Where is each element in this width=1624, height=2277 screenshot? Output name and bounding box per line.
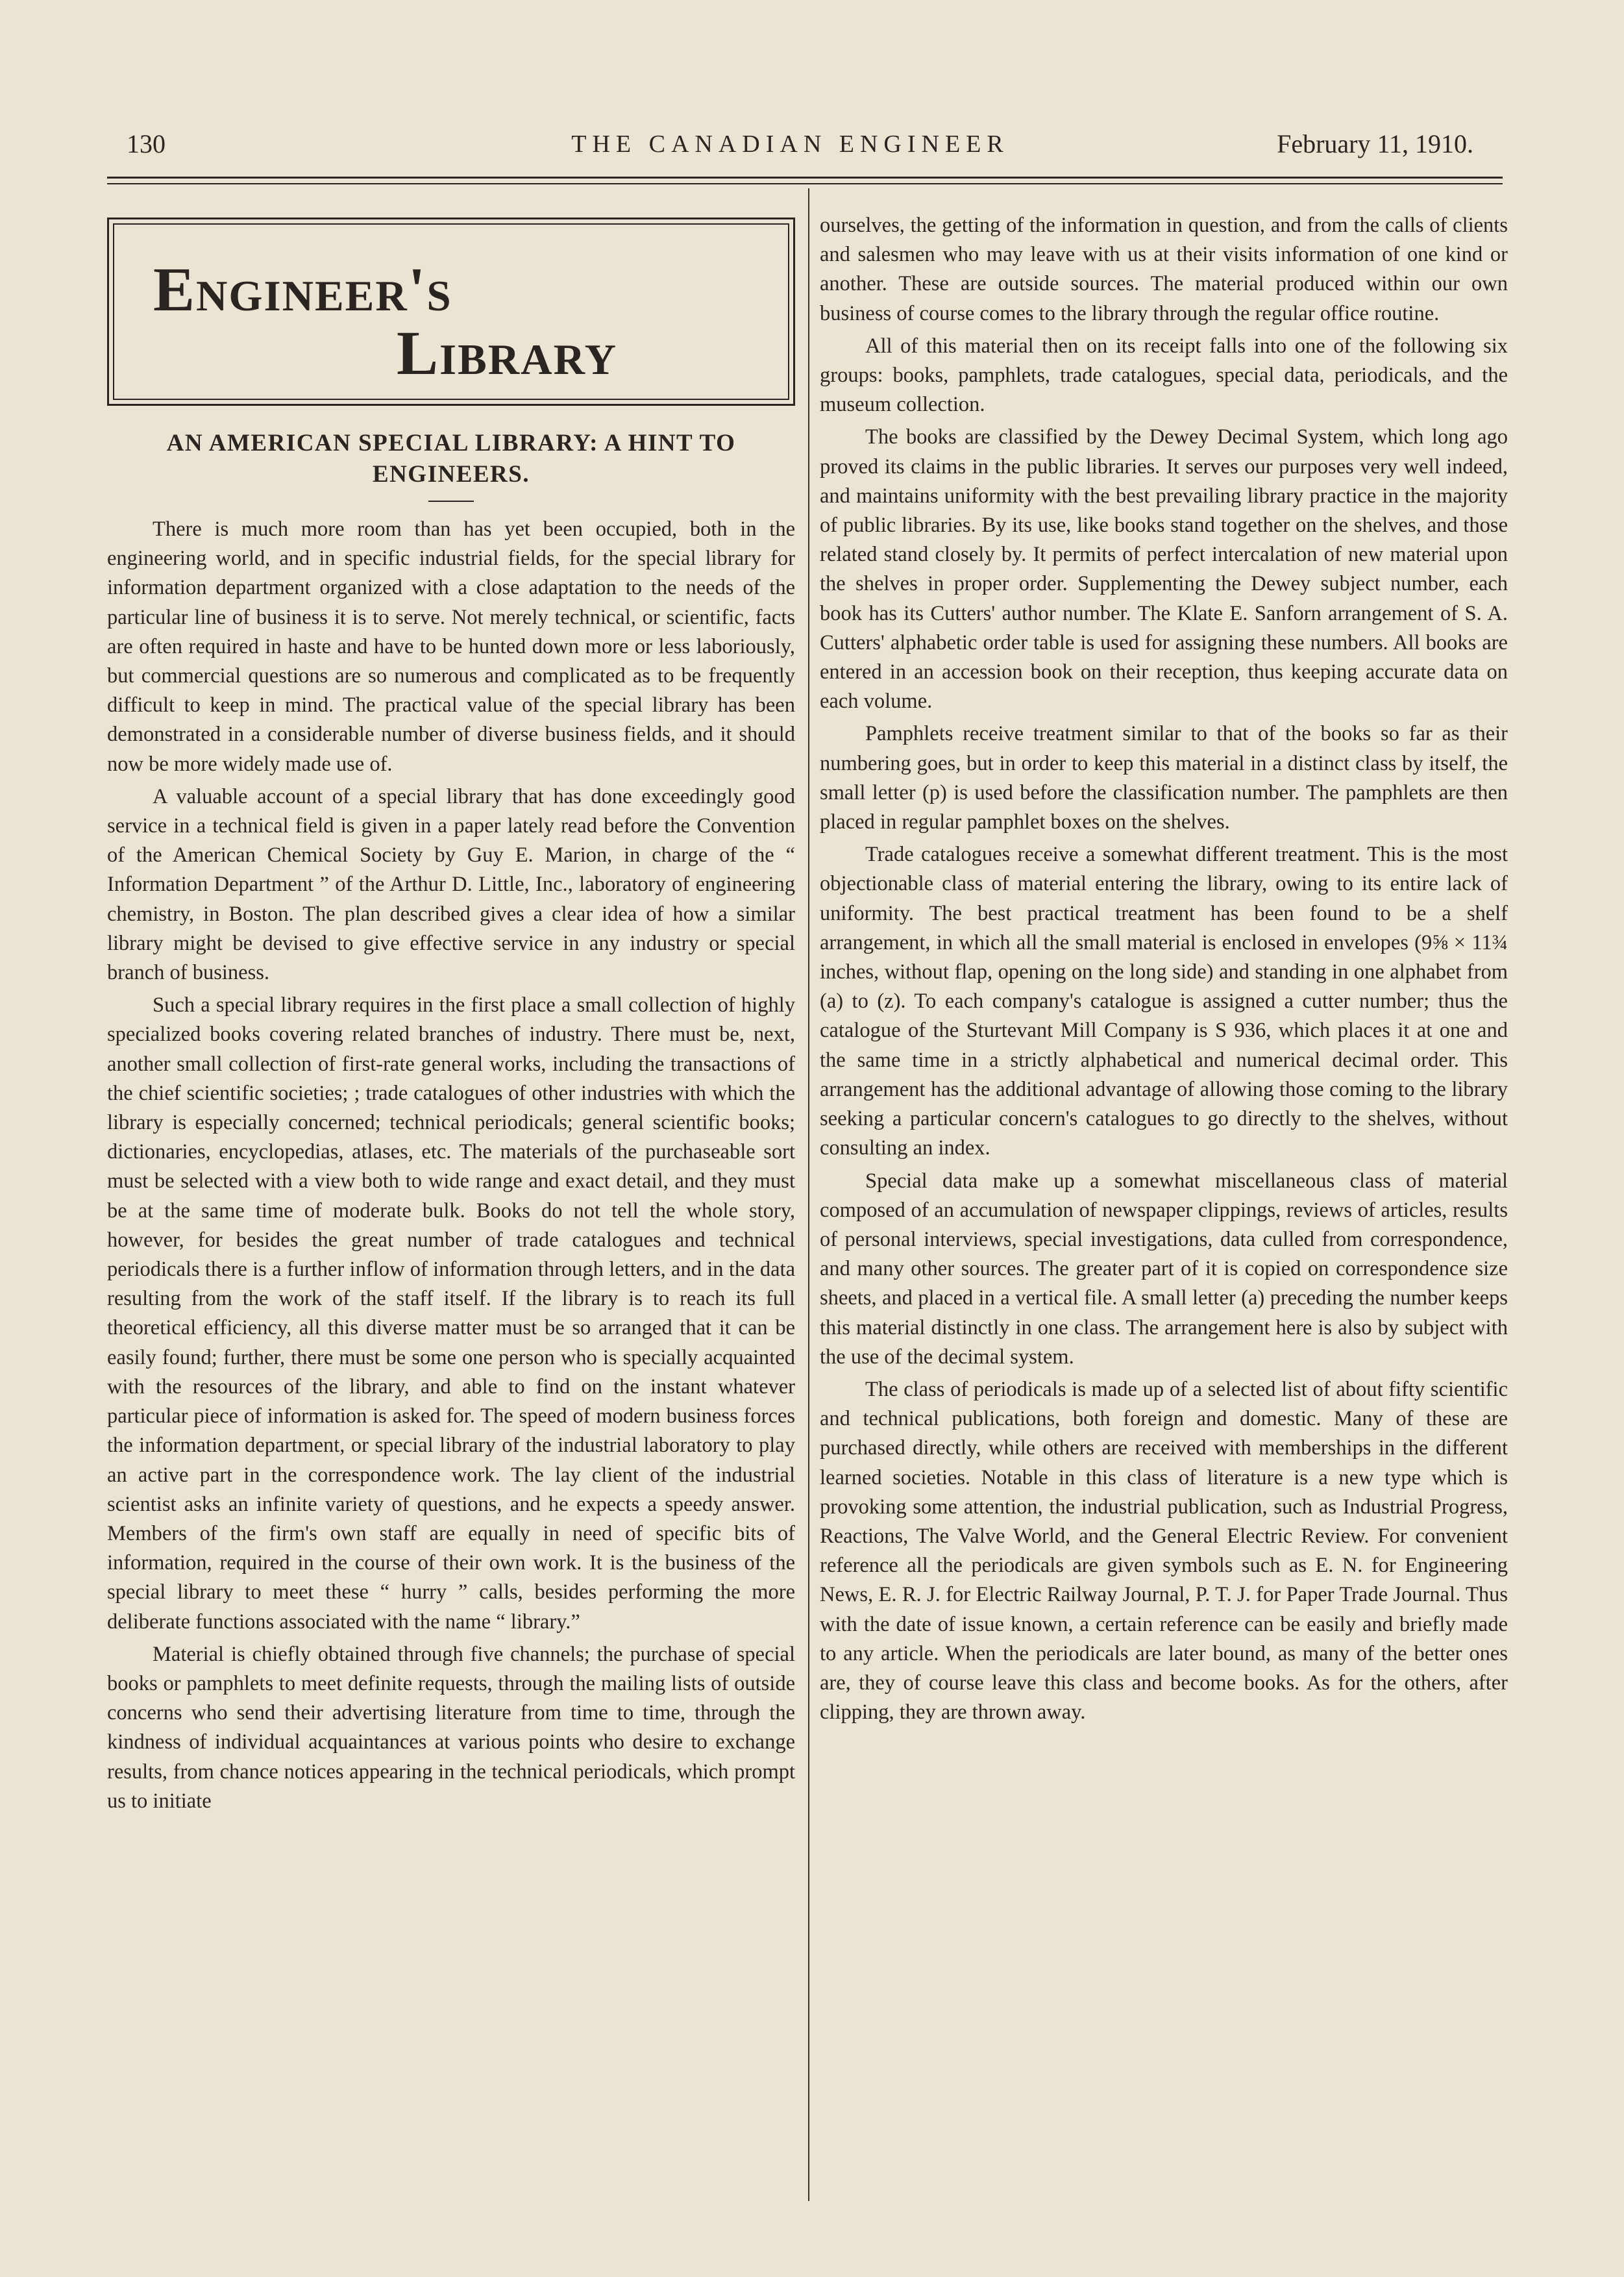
header-rule-top: [107, 177, 1503, 179]
paragraph: A valuable account of a special library that has done exceedingly good service in a technical field is given in a paper lately read before the Convention of the American Chemical Society by Guy E. Marion, in charge of the “ Information Department ” of the Arthur D. Little, Inc., laboratory of engineering chemistry, in Boston. The plan described gives a clear idea of how a similar library might be devised to give effective service in any industry or special branch of business.: [107, 784, 795, 985]
title-rule: [428, 501, 474, 502]
paragraph-continued: ourselves, the getting of the information in question, and from the calls of clients and salesmen who may leave with us at their visits information of one kind or another. These are outside sources. The material produced within our own business of course comes to the library through the regular office routine.: [820, 214, 1508, 325]
paragraph: Special data make up a somewhat miscellaneous class of material composed of an accumulation of newspaper clippings, reviews of articles, results of personal interviews, special investigations, data culled from correspondence, and many other sources. The greater part of it is copied on correspondence size sheets, and placed in a vertical file. A small letter (a) preceding the number keeps this material distinctly in one class. The arrangement here is also by subject with the use of the decimal system.: [820, 1169, 1508, 1369]
section-heading-box: [107, 218, 795, 406]
paragraph: Trade catalogues receive a somewhat different treatment. This is the most objectionable class of material entering the library, owing to its entire lack of uniformity. The best practical treatment has been found to be a shelf arrangement, in which all the small material is enclosed in envelopes (9⅝ × 11¾ inches, without flap, opening on the long side) and standing in one alphabet from (a) to (z). To each company's catalogue is assigned a cutter number; thus the catalogue of the Sturtevant Mill Company is S 936, which places it at one and the same time in a strictly alphabetical and numerical decimal order. This arrangement has the additional advantage of allowing those coming to the library seeking a particular concern's catalogues to go directly to the shelves, without consulting an index.: [820, 843, 1508, 1160]
journal-title: THE CANADIAN ENGINEER: [571, 131, 1009, 158]
section-heading-line-1: Engineer's: [153, 255, 452, 324]
paragraph: Such a special library requires in the first place a small collection of highly specialized books covering related branches of industry. There must be, next, another small collection of first-rate general works, including the transactions of the chief scientific societies; ; trade catalogues of other industries with which the library is especially concerned; technical periodicals; general scientific books; dictionaries, encyclopedias, atlases, etc. The materials of the purchaseable sort must be selected with a view both to wide range and exact detail, and they must be at the same time of moderate bulk. Books do not tell the whole story, however, for besides the great number of trade catalogues and technical periodicals there is a further inflow of information through letters, and in the data resulting from the work of the staff itself. If the library is to reach its full theoretical efficiency, all this diverse matter must be so arranged that it can be easily found; further, there must be some one person who is specially acquainted with the resources of the library, and able to find on the instant whatever particular piece of information is asked for. The speed of modern business forces the information department, or special library of the industrial laboratory to play an active part in the correspondence work. The lay client of the industrial scientist asks an infinite variety of questions, and he expects a speedy answer. Members of the firm's own staff are equally in need of specific bits of information, required in the course of their own work. It is the business of the special library to meet these “ hurry ” calls, besides performing the more deliberate functions associated with the name “ library.”: [107, 993, 795, 1634]
paragraph: The class of periodicals is made up of a selected list of about fifty scientific and technical publications, both foreign and domestic. Many of these are purchased directly, while others are received with memberships in the different learned societies. Notable in this class of literature is a new type which is provoking some attention, the industrial publication, such as Industrial Progress, Reactions, The Valve World, and the General Electric Review. For convenient reference all the periodicals are given symbols such as E. N. for Engineering News, E. R. J. for Electric Railway Journal, P. T. J. for Paper Trade Journal. Thus with the date of issue known, a certain reference can be easily and briefly made to any article. When the periodicals are later bound, as many of the better ones are, they of course leave this class and become books. As for the others, after clipping, they are thrown away.: [820, 1377, 1508, 1724]
issue-date: February 11, 1910.: [1277, 129, 1473, 158]
paragraph: Material is chiefly obtained through five channels; the purchase of special books or pamphlets to meet definite requests, through the mailing lists of outside concerns who send their advertising literature from time to time, through the kindness of individual acquaintances at various points who desire to exchange results, from chance notices appearing in the technical periodicals, which prompt us to initiate: [107, 1642, 795, 1813]
column-divider: [808, 188, 809, 2201]
left-column: [107, 208, 795, 1819]
paragraph: There is much more room than has yet been occupied, both in the engineering world, and in specific industrial fields, for the special library for information department organized with a close adaptation to the needs of the particular line of business it is to serve. Not merely technical, or scientific, facts are often required in haste and have to be hunted down more or less laboriously, but commercial questions are so numerous and complicated as to be frequently difficult to keep in mind. The practical value of the special library has been demonstrated in a considerable number of diverse business fields, and it should now be more widely made use of.: [107, 517, 795, 776]
running-header: [107, 129, 1473, 168]
paragraph: All of this material then on its receipt falls into one of the following six groups: books, pamphlets, trade catalogues, special data, periodicals, and the museum collection.: [820, 334, 1508, 417]
right-column: [820, 211, 1508, 1730]
paragraph: The books are classified by the Dewey Decimal System, which long ago proved its claims in the public libraries. It serves our purposes very well indeed, and maintains uniformity with the best prevailing library practice in the majority of public libraries. By its use, like books stand together on the shelves, and those related stand closely by. It permits of perfect intercalation of new material upon the shelves in proper order. Supplementing the Dewey subject number, each book has its Cutters' author number. The Klate E. Sanforn arrangement of S. A. Cutters' alphabetic order table is used for assigning these numbers. All books are entered in an accession book on their reception, thus keeping accurate data on each volume.: [820, 425, 1508, 714]
paragraph: Pamphlets receive treatment similar to that of the books so far as their numbering goes, but in order to keep this material in a distinct class by itself, the small letter (p) is used before the classification number. The pamphlets are then placed in regular pamphlet boxes on the shelves.: [820, 722, 1508, 834]
section-heading-inner-frame: [113, 223, 789, 400]
header-rule-bottom: [107, 183, 1503, 184]
page-number: 130: [127, 129, 166, 158]
article-title: AN AMERICAN SPECIAL LIBRARY: A HINT TO ENGINEERS.: [166, 430, 736, 488]
section-heading-line-2: Library: [397, 318, 617, 388]
